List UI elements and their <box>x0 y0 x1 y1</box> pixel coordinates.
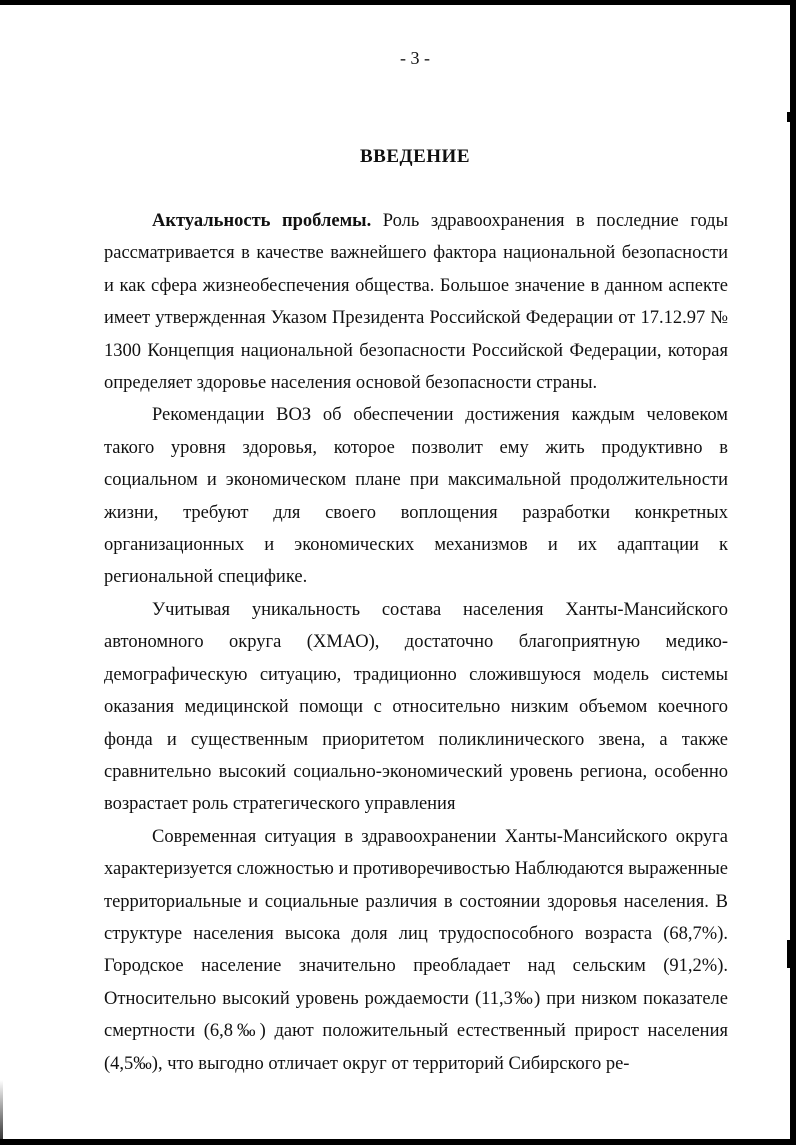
paragraph-text: Современная ситуация в здравоохранении Ханты-Мансийского округа характеризуется сложностью и противоречивостью Наблюдаются выраженные территориальные и социальные различия в состоянии здоровья населения. В структуре населения высока доля лиц трудоспособного возраста (68,7%). Городское население значительно преобладает над сельским (91,2%). Относительно высокий уровень рождаемости (11,3‰) при низком показателе смертности (6,8‰) дают положительный естественный прирост населения (4,5‰), что выгодно отличает округ от территорий Сибирского ре- <box>104 826 729 1074</box>
paragraph-uniqueness <box>104 594 728 821</box>
paragraph-text: Учитывая уникальность состава населения Ханты-Мансийского автономного округа (ХМАО), достаточно благоприятную медико-демографическую ситуацию, традиционно сложившуюся модель системы оказания медицинской помощи с относительно низким объемом коечного фонда и существенным приоритетом поликлинического звена, а также сравнительно высокий социально-экономический уровень региона, особенно возрастает роль стратегического управления <box>104 599 728 815</box>
scan-mark <box>787 112 790 122</box>
page-number: - 3 - <box>400 48 430 68</box>
document-body <box>104 205 728 1080</box>
scan-edge-bottom <box>0 1139 796 1145</box>
paragraph-text: Рекомендации ВОЗ об обеспечении достижения каждым человеком такого уровня здоровья, которое позволит ему жить продуктивно в социальном и экономическом плане при максимальной продолжительности жизни, требуют для своего воплощения разработки конкретных организационных и экономических механизмов и их адаптации к региональной специфике. <box>104 405 728 588</box>
scan-edge-right <box>790 0 796 1145</box>
paragraph-text: Роль здравоохранения в последние годы рассматривается в качестве важнейшего фактора национальной безопасности и как сфера жизнеобеспечения общества. Большое значение в данном аспекте имеет утвержденная Указом Президента Российской Федерации от 17.12.97 № 1300 Концепция национальной безопасности Российской Федерации, которая определяет здоровье населения основой безопасности страны. <box>104 211 729 394</box>
scan-mark <box>787 940 790 968</box>
paragraph-who <box>104 399 728 593</box>
scan-edge-top <box>0 0 796 5</box>
paragraph-relevance <box>104 205 728 399</box>
page-title: ВВЕДЕНИЕ <box>360 146 470 167</box>
paragraph-current-situation <box>104 821 728 1080</box>
scan-edge-left <box>0 1080 3 1145</box>
paragraph-lead: Актуальность проблемы. <box>152 211 372 231</box>
